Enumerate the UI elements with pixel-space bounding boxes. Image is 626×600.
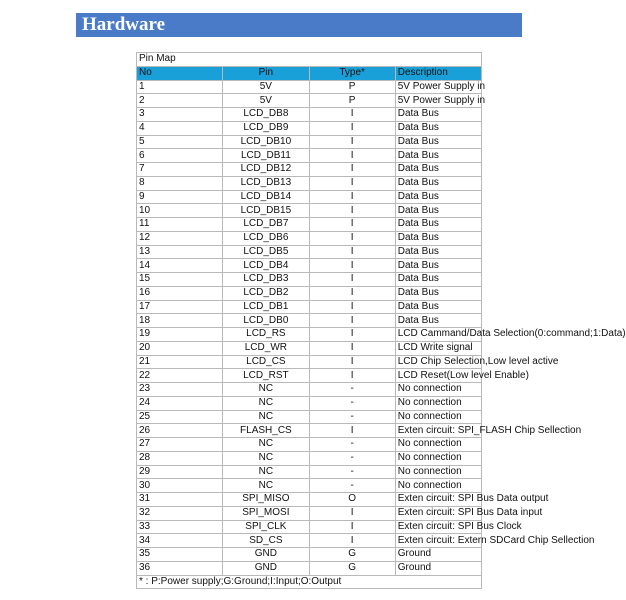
cell-no: 23 — [137, 383, 223, 397]
table-row — [137, 383, 482, 397]
cell-no: 33 — [137, 520, 223, 534]
table-row — [137, 410, 482, 424]
table-row — [137, 506, 482, 520]
cell-no: 36 — [137, 561, 223, 575]
cell-description: Exten circuit: SPI Bus Clock — [395, 520, 481, 534]
table-caption-row — [137, 53, 482, 67]
cell-type: I — [309, 314, 395, 328]
cell-description: LCD Reset(Low level Enable) — [395, 369, 481, 383]
table-row — [137, 328, 482, 342]
cell-type: I — [309, 108, 395, 122]
cell-description: Data Bus — [395, 204, 481, 218]
cell-type: - — [309, 396, 395, 410]
cell-pin: GND — [223, 548, 309, 562]
cell-type: P — [309, 94, 395, 108]
table-row — [137, 341, 482, 355]
cell-description: Exten circuit: Extern SDCard Chip Sellection — [395, 534, 481, 548]
pin-map-table — [136, 52, 626, 589]
cell-no: 15 — [137, 273, 223, 287]
cell-pin: LCD_WR — [223, 341, 309, 355]
cell-no: 27 — [137, 438, 223, 452]
cell-pin: LCD_DB11 — [223, 149, 309, 163]
cell-pin: NC — [223, 465, 309, 479]
table-caption: Pin Map — [137, 53, 482, 67]
cell-no: 25 — [137, 410, 223, 424]
table-row — [137, 561, 482, 575]
cell-description: Data Bus — [395, 176, 481, 190]
cell-type: G — [309, 548, 395, 562]
cell-pin: 5V — [223, 94, 309, 108]
cell-pin: NC — [223, 451, 309, 465]
cell-type: P — [309, 80, 395, 94]
cell-type: I — [309, 534, 395, 548]
cell-no: 8 — [137, 176, 223, 190]
cell-no: 7 — [137, 163, 223, 177]
table-row — [137, 479, 482, 493]
table-row — [137, 451, 482, 465]
cell-no: 29 — [137, 465, 223, 479]
cell-description: No connection — [395, 438, 481, 452]
cell-pin: LCD_DB10 — [223, 135, 309, 149]
cell-type: I — [309, 121, 395, 135]
cell-description: Exten circuit: SPI Bus Data input — [395, 506, 481, 520]
page-title: Hardware — [76, 13, 522, 37]
cell-type: I — [309, 273, 395, 287]
cell-no: 6 — [137, 149, 223, 163]
table-header-row — [137, 66, 482, 80]
cell-pin: LCD_DB5 — [223, 245, 309, 259]
cell-no: 17 — [137, 300, 223, 314]
cell-pin: LCD_DB13 — [223, 176, 309, 190]
cell-no: 31 — [137, 493, 223, 507]
table-row — [137, 245, 482, 259]
cell-type: I — [309, 218, 395, 232]
table-row — [137, 314, 482, 328]
cell-pin: NC — [223, 383, 309, 397]
column-header-description: Description — [395, 66, 481, 80]
cell-no: 12 — [137, 231, 223, 245]
cell-description: Data Bus — [395, 121, 481, 135]
table-row — [137, 204, 482, 218]
table-row — [137, 424, 482, 438]
table-row — [137, 231, 482, 245]
cell-pin: LCD_RS — [223, 328, 309, 342]
cell-type: I — [309, 355, 395, 369]
table-row — [137, 465, 482, 479]
cell-pin: LCD_DB9 — [223, 121, 309, 135]
cell-type: - — [309, 465, 395, 479]
cell-type: - — [309, 383, 395, 397]
cell-no: 18 — [137, 314, 223, 328]
table-row — [137, 163, 482, 177]
table-row — [137, 396, 482, 410]
cell-description: Ground — [395, 548, 481, 562]
cell-pin: SPI_MISO — [223, 493, 309, 507]
cell-type: G — [309, 561, 395, 575]
cell-description: Data Bus — [395, 314, 481, 328]
cell-pin: LCD_DB7 — [223, 218, 309, 232]
cell-pin: LCD_DB6 — [223, 231, 309, 245]
cell-description: Data Bus — [395, 245, 481, 259]
table-row — [137, 520, 482, 534]
table-row — [137, 135, 482, 149]
table-body — [137, 80, 626, 575]
table-row — [137, 176, 482, 190]
table-row — [137, 149, 482, 163]
table-row — [137, 534, 482, 548]
column-header-pin: Pin — [223, 66, 309, 80]
cell-pin: LCD_DB4 — [223, 259, 309, 273]
cell-pin: NC — [223, 479, 309, 493]
cell-description: No connection — [395, 465, 481, 479]
cell-no: 20 — [137, 341, 223, 355]
cell-description: LCD Cammand/Data Selection(0:command;1:Data) — [395, 328, 481, 342]
cell-type: I — [309, 204, 395, 218]
cell-no: 11 — [137, 218, 223, 232]
cell-description: No connection — [395, 410, 481, 424]
cell-no: 14 — [137, 259, 223, 273]
cell-type: I — [309, 506, 395, 520]
cell-pin: LCD_DB0 — [223, 314, 309, 328]
cell-type: I — [309, 163, 395, 177]
cell-type: - — [309, 438, 395, 452]
cell-description: Exten circuit: SPI_FLASH Chip Sellection — [395, 424, 481, 438]
cell-no: 24 — [137, 396, 223, 410]
cell-pin: NC — [223, 438, 309, 452]
cell-pin: LCD_DB15 — [223, 204, 309, 218]
footnote-row — [137, 575, 482, 589]
table-row — [137, 300, 482, 314]
cell-pin: LCD_DB8 — [223, 108, 309, 122]
cell-description: No connection — [395, 383, 481, 397]
cell-pin: LCD_DB3 — [223, 273, 309, 287]
cell-pin: LCD_RST — [223, 369, 309, 383]
table-row — [137, 80, 482, 94]
cell-description: No connection — [395, 479, 481, 493]
cell-no: 5 — [137, 135, 223, 149]
cell-type: O — [309, 493, 395, 507]
cell-description: Data Bus — [395, 149, 481, 163]
cell-type: I — [309, 149, 395, 163]
cell-description: Data Bus — [395, 190, 481, 204]
cell-pin: LCD_DB1 — [223, 300, 309, 314]
table-row — [137, 369, 482, 383]
cell-no: 19 — [137, 328, 223, 342]
cell-description: Data Bus — [395, 300, 481, 314]
column-header-type: Type* — [309, 66, 395, 80]
cell-type: I — [309, 245, 395, 259]
cell-pin: SD_CS — [223, 534, 309, 548]
cell-no: 13 — [137, 245, 223, 259]
cell-pin: LCD_DB2 — [223, 286, 309, 300]
cell-pin: 5V — [223, 80, 309, 94]
cell-pin: NC — [223, 410, 309, 424]
table-row — [137, 94, 482, 108]
cell-description: Data Bus — [395, 218, 481, 232]
cell-pin: SPI_CLK — [223, 520, 309, 534]
cell-no: 28 — [137, 451, 223, 465]
table-row — [137, 121, 482, 135]
cell-description: No connection — [395, 396, 481, 410]
cell-description: LCD Chip Selection,Low level active — [395, 355, 481, 369]
cell-type: I — [309, 190, 395, 204]
cell-no: 2 — [137, 94, 223, 108]
cell-no: 10 — [137, 204, 223, 218]
cell-type: I — [309, 176, 395, 190]
cell-no: 16 — [137, 286, 223, 300]
cell-no: 35 — [137, 548, 223, 562]
cell-type: I — [309, 259, 395, 273]
cell-description: Data Bus — [395, 231, 481, 245]
cell-description: 5V Power Supply in — [395, 94, 481, 108]
cell-description: Data Bus — [395, 135, 481, 149]
table-row — [137, 286, 482, 300]
cell-no: 34 — [137, 534, 223, 548]
cell-no: 21 — [137, 355, 223, 369]
cell-description: Data Bus — [395, 286, 481, 300]
cell-type: I — [309, 231, 395, 245]
cell-no: 4 — [137, 121, 223, 135]
cell-description: LCD Write signal — [395, 341, 481, 355]
table-row — [137, 108, 482, 122]
cell-description: 5V Power Supply in — [395, 80, 481, 94]
cell-type: I — [309, 369, 395, 383]
cell-no: 26 — [137, 424, 223, 438]
table-row — [137, 438, 482, 452]
cell-type: - — [309, 479, 395, 493]
cell-pin: SPI_MOSI — [223, 506, 309, 520]
cell-no: 9 — [137, 190, 223, 204]
cell-no: 22 — [137, 369, 223, 383]
table-row — [137, 493, 482, 507]
cell-description: Data Bus — [395, 163, 481, 177]
cell-type: I — [309, 424, 395, 438]
table-footnote: * : P:Power supply;G:Ground;I:Input;O:Output — [137, 575, 482, 589]
cell-description: Data Bus — [395, 273, 481, 287]
table-row — [137, 259, 482, 273]
cell-description: Data Bus — [395, 108, 481, 122]
cell-no: 30 — [137, 479, 223, 493]
table-row — [137, 355, 482, 369]
cell-pin: NC — [223, 396, 309, 410]
table-row — [137, 548, 482, 562]
cell-description: No connection — [395, 451, 481, 465]
table-row — [137, 218, 482, 232]
table-row — [137, 273, 482, 287]
cell-description: Exten circuit: SPI Bus Data output — [395, 493, 481, 507]
cell-type: I — [309, 286, 395, 300]
cell-no: 32 — [137, 506, 223, 520]
cell-description: Data Bus — [395, 259, 481, 273]
cell-pin: LCD_CS — [223, 355, 309, 369]
cell-pin: LCD_DB12 — [223, 163, 309, 177]
cell-pin: LCD_DB14 — [223, 190, 309, 204]
cell-type: - — [309, 451, 395, 465]
cell-description: Ground — [395, 561, 481, 575]
cell-type: I — [309, 328, 395, 342]
cell-type: I — [309, 520, 395, 534]
cell-no: 3 — [137, 108, 223, 122]
cell-pin: FLASH_CS — [223, 424, 309, 438]
cell-type: I — [309, 341, 395, 355]
cell-pin: GND — [223, 561, 309, 575]
cell-no: 1 — [137, 80, 223, 94]
cell-type: I — [309, 300, 395, 314]
cell-type: - — [309, 410, 395, 424]
column-header-no: No — [137, 66, 223, 80]
cell-type: I — [309, 135, 395, 149]
table-row — [137, 190, 482, 204]
